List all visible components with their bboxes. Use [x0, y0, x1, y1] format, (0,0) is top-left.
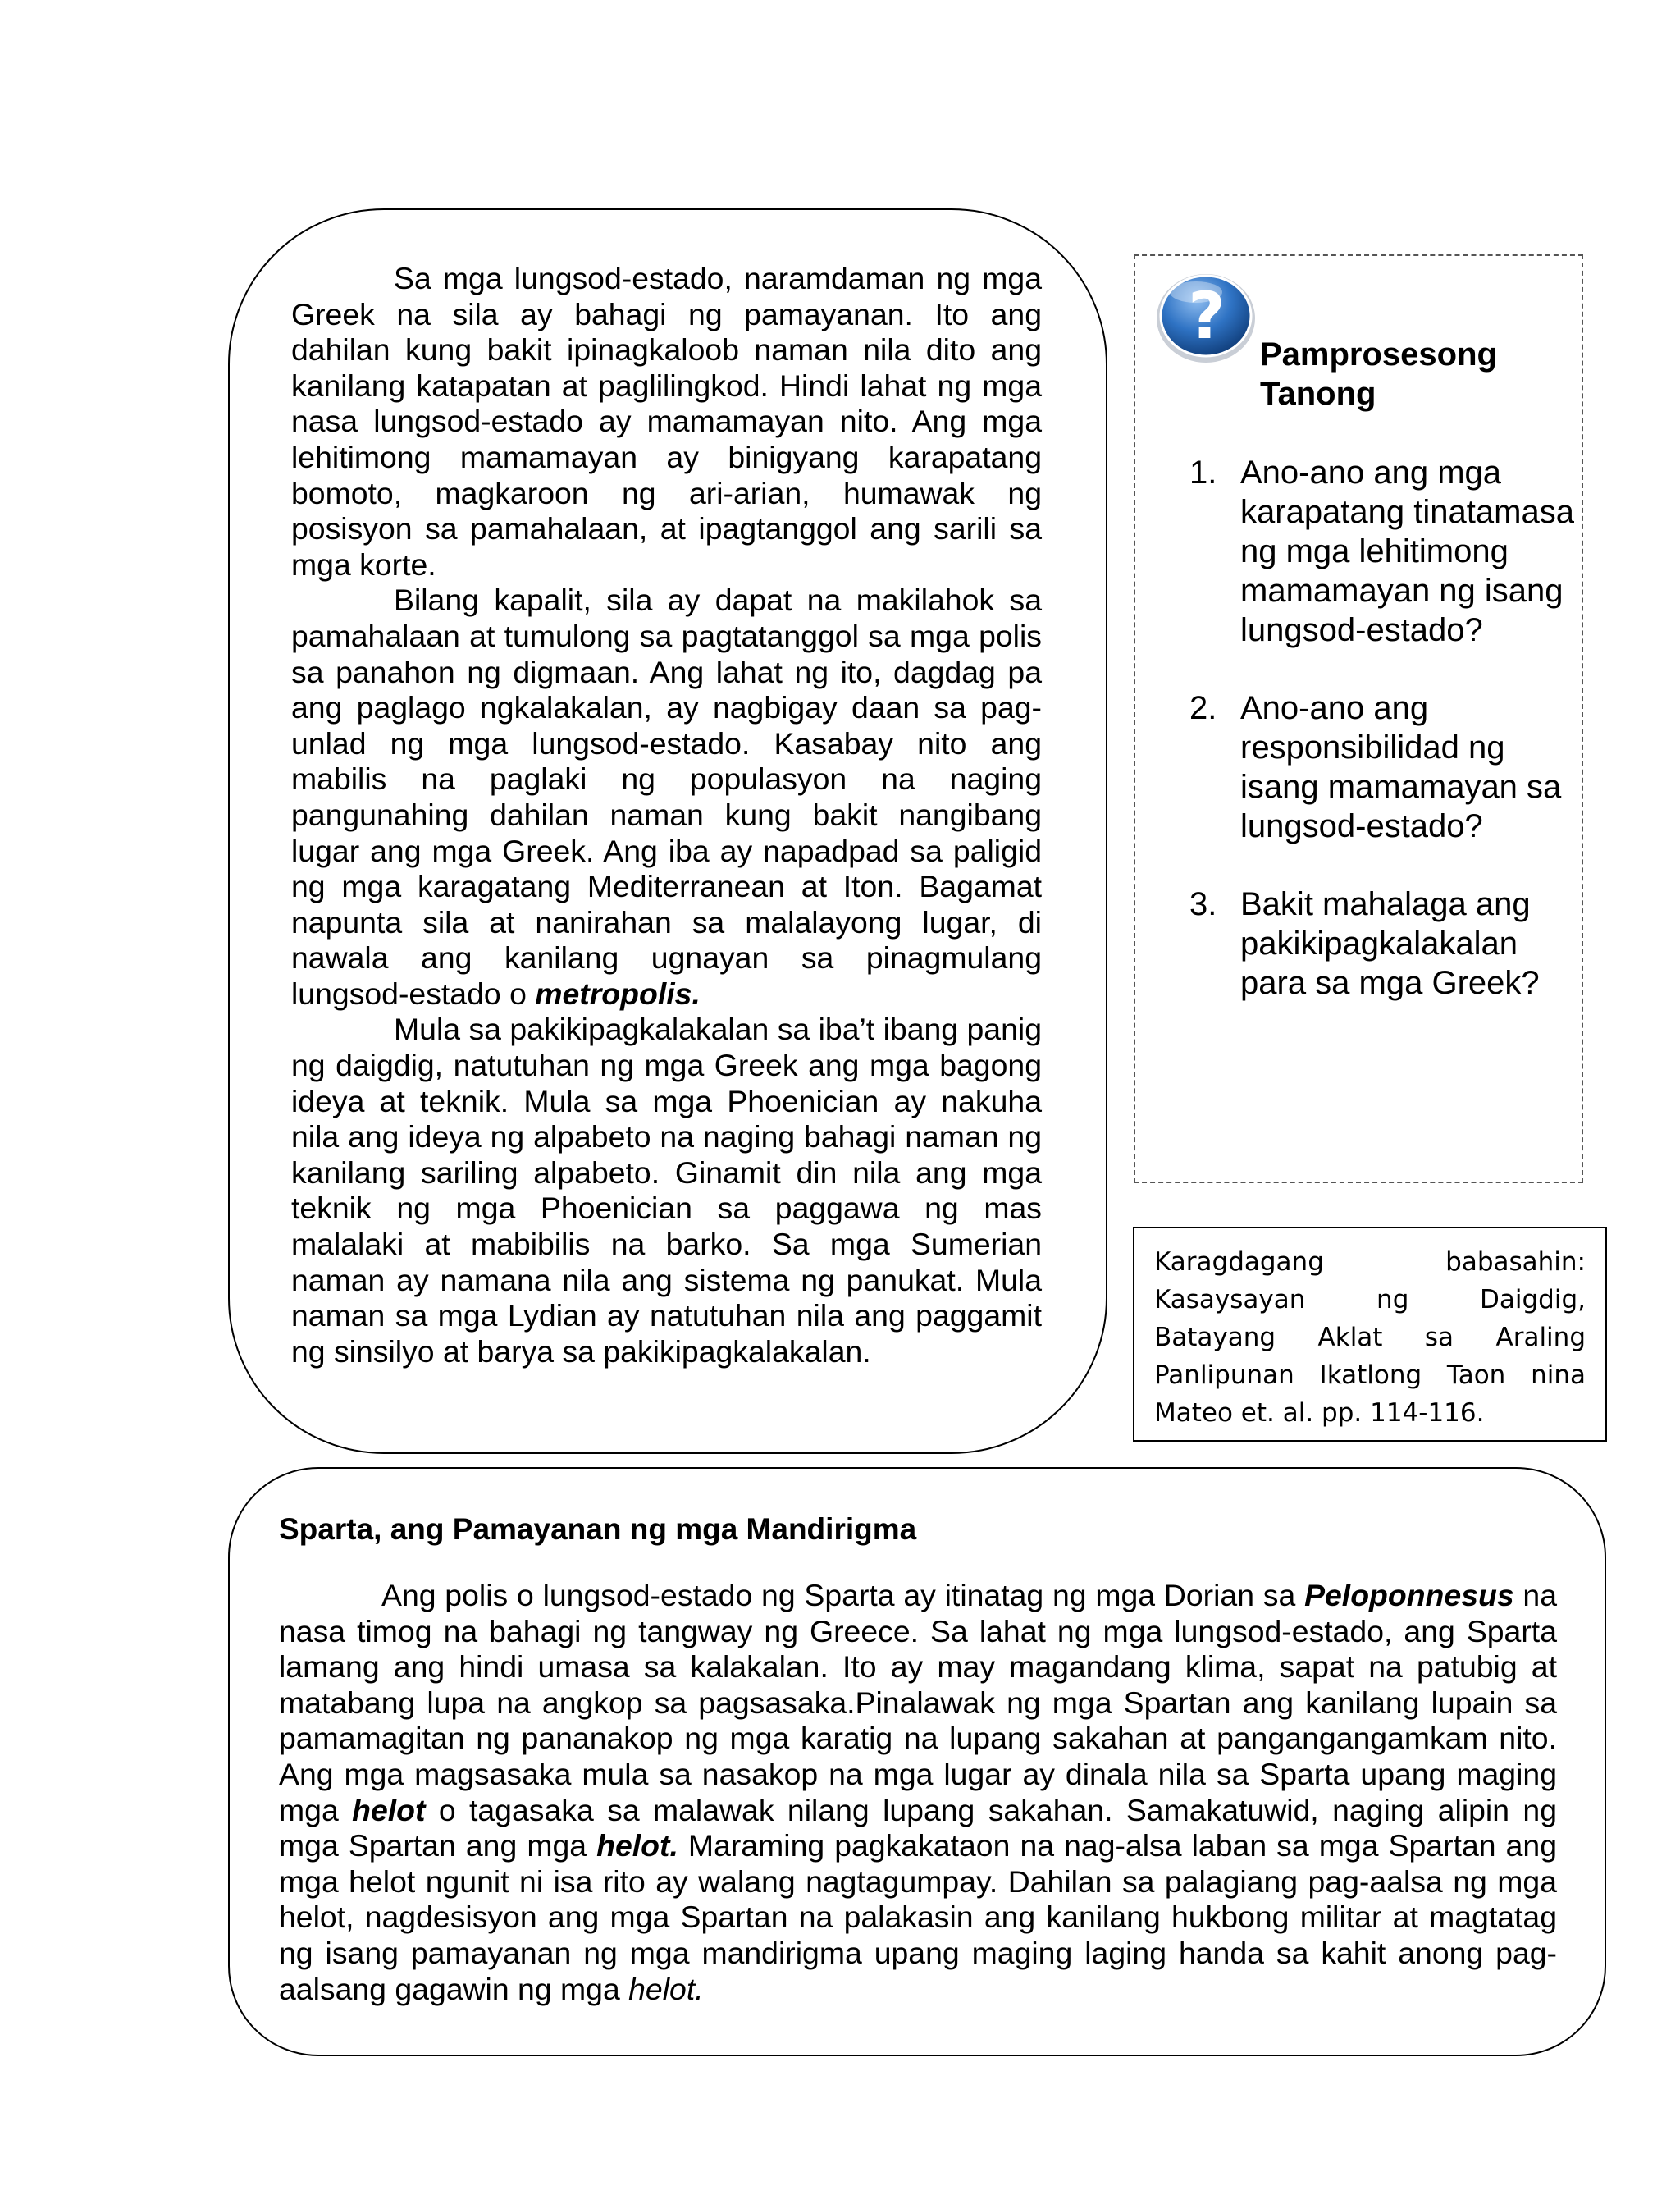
sparta-text-2: na nasa timog na bahagi ng tangway ng Greece. Sa lahat ng mga lungsod-estado, ang Sparta lamang ang hindi umasa sa kalakalan. Ito ay may magandang klima, sapat na patubig at matabang lupa na angkop sa pagsasaka.Pinalawak ng mga Spartan ang kanilang lupain sa pamamagitan ng pananakop ng mga karatig na lupang sakahan at pangangangamkam nito. Ang mga magsasaka mula sa nasakop na mga lugar ay dinala nila sa Sparta upang maging mga	[279, 1578, 1557, 1827]
sparta-section-box	[228, 1467, 1606, 2056]
question-text: Ano-ano ang responsibilidad ng isang mamamayan sa lungsod-estado?	[1240, 690, 1562, 844]
reading-passage-box	[228, 208, 1107, 1454]
paragraph-1: Sa mga lungsod-estado, naramdaman ng mga Greek na sila ay bahagi ng pamayanan. Ito ang dahilan kung bakit ipinagkaloob naman nila dito ang kanilang katapatan at paglilingkod. Hindi lahat ng mga nasa lungsod-estado ay mamamayan nito. Ang mga lehitimong mamamayan ay binigyang karapatang bomoto, magkaroon ng ari-arian, humawak ng posisyon sa pamahalaan, at ipagtanggol ang sarili sa mga korte.	[291, 261, 1042, 582]
processing-questions-box	[1134, 254, 1583, 1183]
paragraph-2-text: Bilang kapalit, sila ay dapat na makilahok sa pamahalaan at tumulong sa pagtatanggol sa mga polis sa panahon ng digmaan. Ang lahat ng ito, dagdag pa ang paglago ngkalakalan, ay nagbigay daan sa pag-unlad ng mga lungsod-estado. Kasabay nito ang mabilis na paglaki ng populasyon na naging pangunahing dahilan naman kung bakit nangibang lugar ang mga Greek. Ang iba ay napadpad sa paligid ng mga karagatang Mediterranean at Iton. Bagamat napunta sila at nanirahan sa malalayong lugar, di nawala ang kanilang ugnayan sa pinagmulang lungsod-estado o	[291, 583, 1042, 1011]
question-number: 2.	[1189, 690, 1217, 726]
question-item	[1189, 688, 1575, 846]
question-text: Ano-ano ang mga karapatang tinatamasa ng mga lehitimong mamamayan ng isang lungsod-estado?	[1240, 455, 1574, 648]
paragraph-3: Mula sa pakikipagkalakalan sa iba’t ibang panig ng daigdig, natutuhan ng mga Greek ang mga bagong ideya at teknik. Mula sa mga Phoenician ay nakuha nila ang ideya ng alpabeto na naging bahagi naman ng kanilang sariling alpabeto. Ginamit din nila ang mga teknik ng mga Phoenician sa paggawa ng mas malalaki at mabibilis na barko. Sa mga Sumerian naman ay namana nila ang sistema ng panukat. Mula naman sa mga Lydian ay natutuhan nila ang paggamit ng sinsilyo at barya sa pakikipagkalakalan.	[291, 1012, 1042, 1369]
term-helot: helot	[352, 1792, 426, 1827]
sparta-paragraph	[279, 1578, 1557, 2007]
questions-title: Pamprosesong Tanong	[1260, 336, 1497, 412]
question-text: Bakit mahalaga ang pakikipagkalakalan para sa mga Greek?	[1240, 886, 1540, 1001]
questions-list	[1189, 453, 1575, 1041]
sparta-text-1: Ang polis o lungsod-estado ng Sparta ay itinatag ng mga Dorian sa	[381, 1578, 1305, 1612]
paragraph-2	[291, 583, 1042, 1012]
term-helot-2: helot.	[596, 1828, 678, 1863]
question-number: 3.	[1189, 886, 1217, 922]
question-mark-icon	[1153, 269, 1260, 364]
sparta-section-title: Sparta, ang Pamayanan ng mga Mandirigma	[279, 1512, 917, 1546]
additional-reading-box	[1133, 1227, 1607, 1442]
term-peloponnesus: Peloponnesus	[1304, 1578, 1514, 1612]
sparta-text-4: Maraming pagkakataon na nag-alsa laban sa mga Spartan ang mga helot ngunit ni isa rito ay walang nagtagumpay. Dahilan sa palagiang pag-aalsa ng mga helot, nagdesisyon ang mga Spartan na palakasin ang kanilang hukbong militar at magtatag ng isang pamayanan ng mga mandirigma upang maging laging handa sa kahit anong pag-aalsang gagawin ng mga	[279, 1828, 1557, 2006]
additional-reading-text: Karagdagang babasahin: Kasaysayan ng Daigdig, Batayang Aklat sa Araling Panlipunan Ikatlong Taon nina Mateo et. al. pp. 114-116.	[1154, 1247, 1586, 1428]
question-number: 1.	[1189, 455, 1217, 491]
question-item	[1189, 453, 1575, 650]
svg-text:?: ?	[1188, 280, 1226, 354]
sparta-text-3: o tagasaka sa malawak nilang lupang sakahan. Samakatuwid, naging alipin ng mga Spartan ang mga	[279, 1792, 1558, 1863]
term-helot-3: helot.	[628, 1971, 704, 2006]
term-metropolis: metropolis.	[535, 976, 701, 1011]
question-item	[1189, 885, 1575, 1003]
